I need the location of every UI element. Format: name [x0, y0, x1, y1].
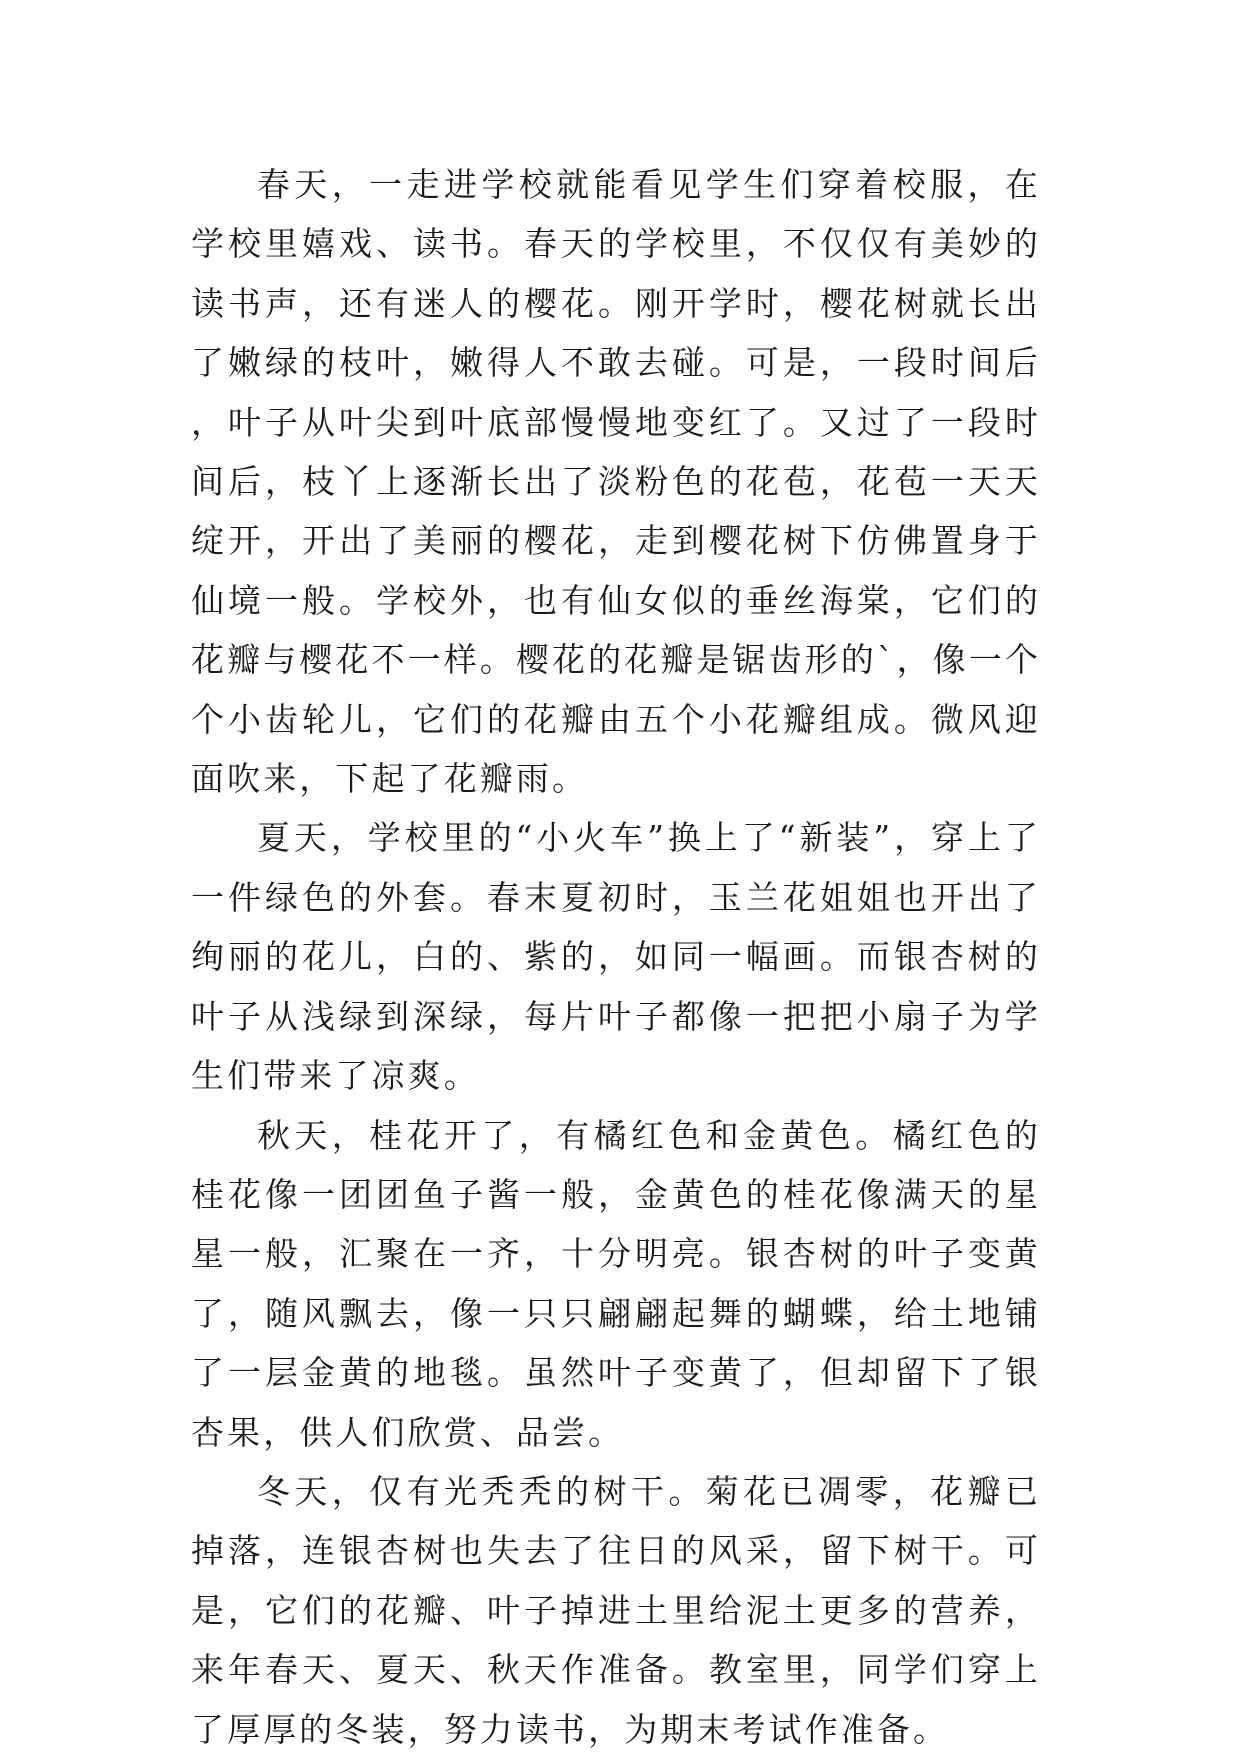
- document-body: [191, 155, 1041, 1759]
- paragraph-summer: 夏天，学校里的“小火车”换上了“新装”，穿上了一件绿色的外套。春末夏初时，玉兰花姐姐也开出了绚丽的花儿，白的、紫的，如同一幅画。而银杏树的叶子从浅绿到深绿，每片叶子都像一把把小扇子为学生们带来了凉爽。: [191, 818, 1041, 1096]
- paragraph-autumn: 秋天，桂花开了，有橘红色和金黄色。橘红色的桂花像一团团鱼子酱一般，金黄色的桂花像满天的星星一般，汇聚在一齐，十分明亮。银杏树的叶子变黄了，随风飘去，像一只只翩翩起舞的蝴蝶，给土地铺了一层金黄的地毯。虽然叶子变黄了，但却留下了银杏果，供人们欣赏、品尝。: [191, 1115, 1041, 1452]
- paragraph-winter: 冬天，仅有光秃秃的树干。菊花已凋零，花瓣已掉落，连银杏树也失去了往日的风采，留下树干。可是，它们的花瓣、叶子掉进土里给泥土更多的营养，来年春天、夏天、秋天作准备。教室里，同学们穿上了厚厚的冬装，努力读书，为期末考试作准备。: [191, 1471, 1041, 1749]
- paragraph-spring: 春天，一走进学校就能看见学生们穿着校服，在学校里嬉戏、读书。春天的学校里，不仅仅有美妙的读书声，还有迷人的樱花。刚开学时，樱花树就长出了嫩绿的枝叶，嫩得人不敢去碰。可是，一段时间后，叶子从叶尖到叶底部慢慢地变红了。又过了一段时间后，枝丫上逐渐长出了淡粉色的花苞，花苞一天天绽开，开出了美丽的樱花，走到樱花树下仿佛置身于仙境一般。学校外，也有仙女似的垂丝海棠，它们的花瓣与樱花不一样。樱花的花瓣是锯齿形的`，像一个个小齿轮儿，它们的花瓣由五个小花瓣组成。微风迎面吹来，下起了花瓣雨。: [191, 165, 1041, 799]
